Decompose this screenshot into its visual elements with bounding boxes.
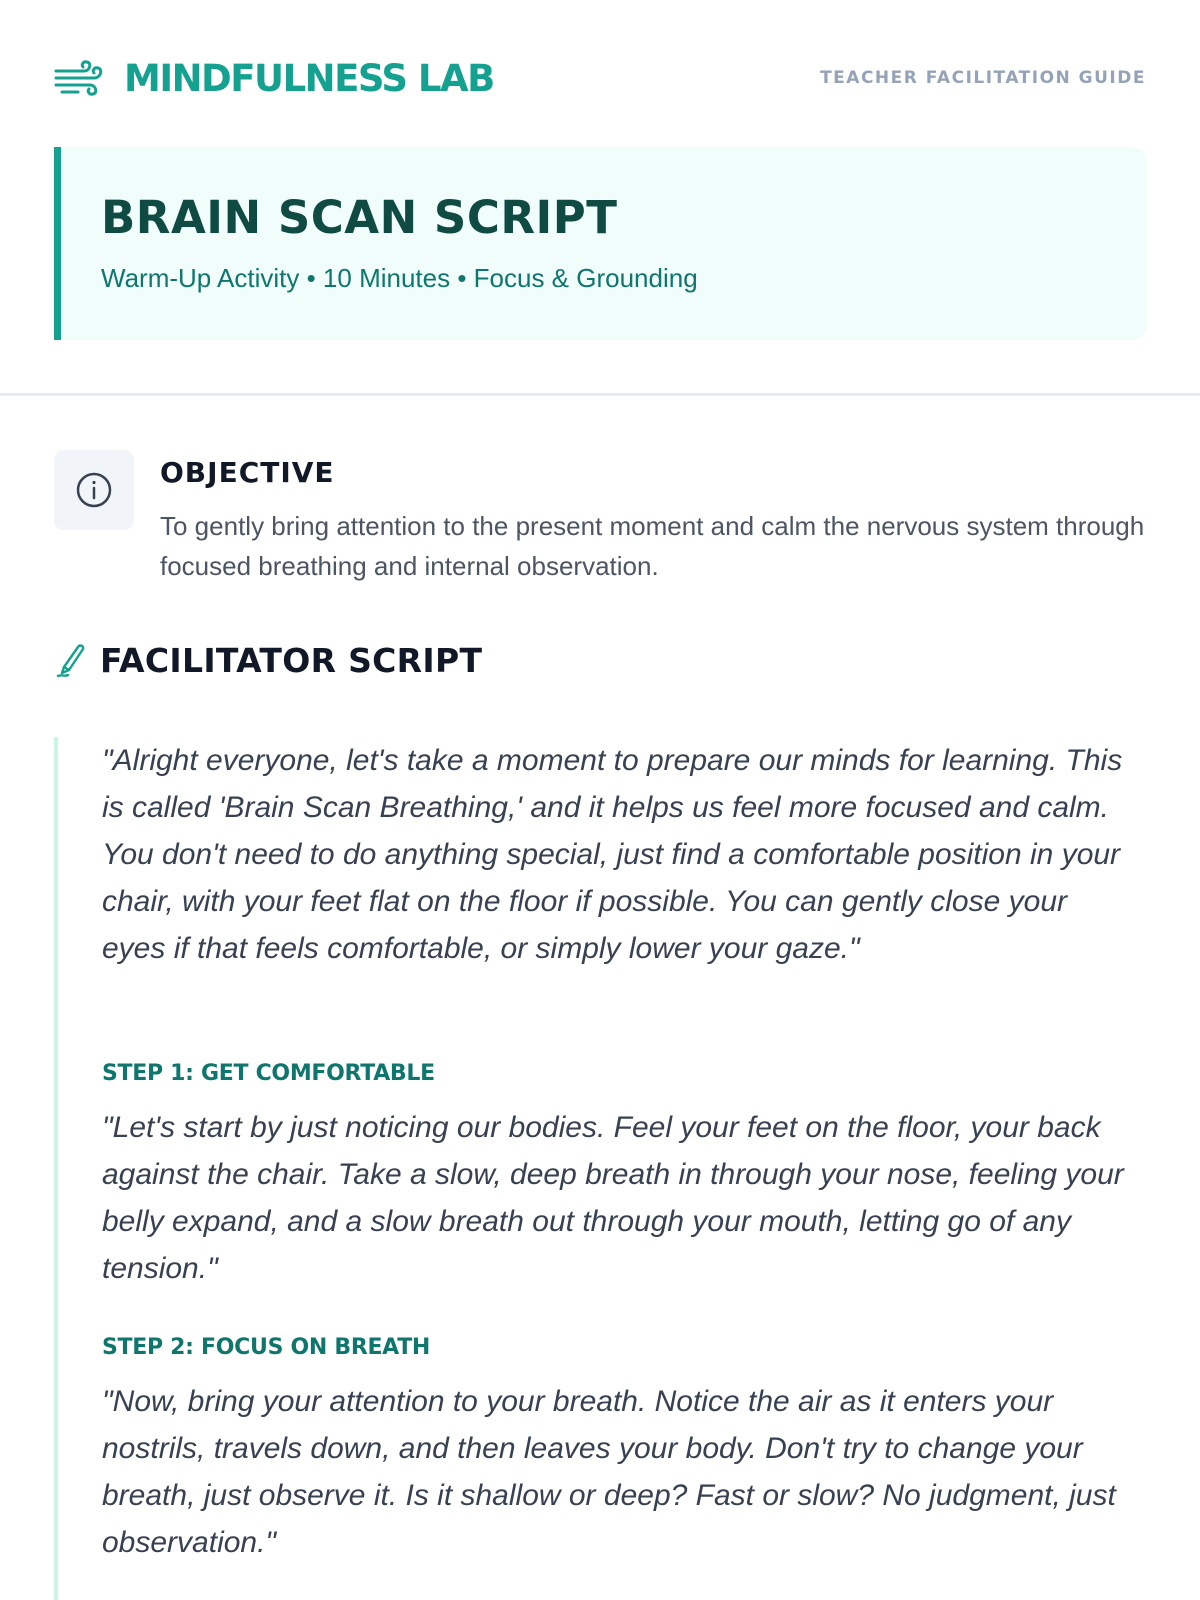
step-2-label: STEP 2: FOCUS ON BREATH <box>102 1335 431 1360</box>
wind-icon <box>54 58 106 98</box>
info-icon <box>74 470 114 510</box>
step-1-label: STEP 1: GET COMFORTABLE <box>102 1061 435 1086</box>
objective-text: To gently bring attention to the present moment and calm the nervous system through focused breathing and internal observation. <box>160 511 1145 581</box>
pen-icon <box>54 641 88 679</box>
brand-name: MINDFULNESS LAB <box>124 56 494 100</box>
script-header <box>54 640 482 680</box>
script-body <box>54 737 1154 1600</box>
divider <box>0 393 1200 396</box>
script-intro: "Alright everyone, let's take a moment to prepare our minds for learning. This is called 'Brain Scan Breathing,' and it helps us feel more focused and calm. You don't need to do anything special, just find a comfortable position in your chair, with your feet flat on the floor if possible. You can gently close your eyes if that feels comfortable, or simply lower your gaze." <box>102 744 1123 965</box>
objective-title: OBJECTIVE <box>160 456 335 489</box>
page-title: BRAIN SCAN SCRIPT <box>101 191 618 244</box>
script-title: FACILITATOR SCRIPT <box>100 640 483 680</box>
brand <box>54 57 494 100</box>
step-2-text: "Now, bring your attention to your breath. Notice the air as it enters your nostrils, travels down, and then leaves your body. Don't try to change your breath, just observe it. Is it shallow or deep? Fast or slow? No judgment, just observation." <box>102 1385 1116 1559</box>
guide-label: TEACHER FACILITATION GUIDE <box>820 68 1146 88</box>
title-card <box>54 147 1147 340</box>
activity-meta: Warm-Up Activity • 10 Minutes • Focus & Grounding <box>101 263 698 293</box>
step-1-text: "Let's start by just noticing our bodies. Feel your feet on the floor, your back against the chair. Take a slow, deep breath in through your nose, feeling your belly expand, and a slow breath out through your mouth, letting go of any tension." <box>102 1111 1124 1285</box>
objective-icon-box <box>54 450 134 530</box>
header <box>54 52 1146 104</box>
